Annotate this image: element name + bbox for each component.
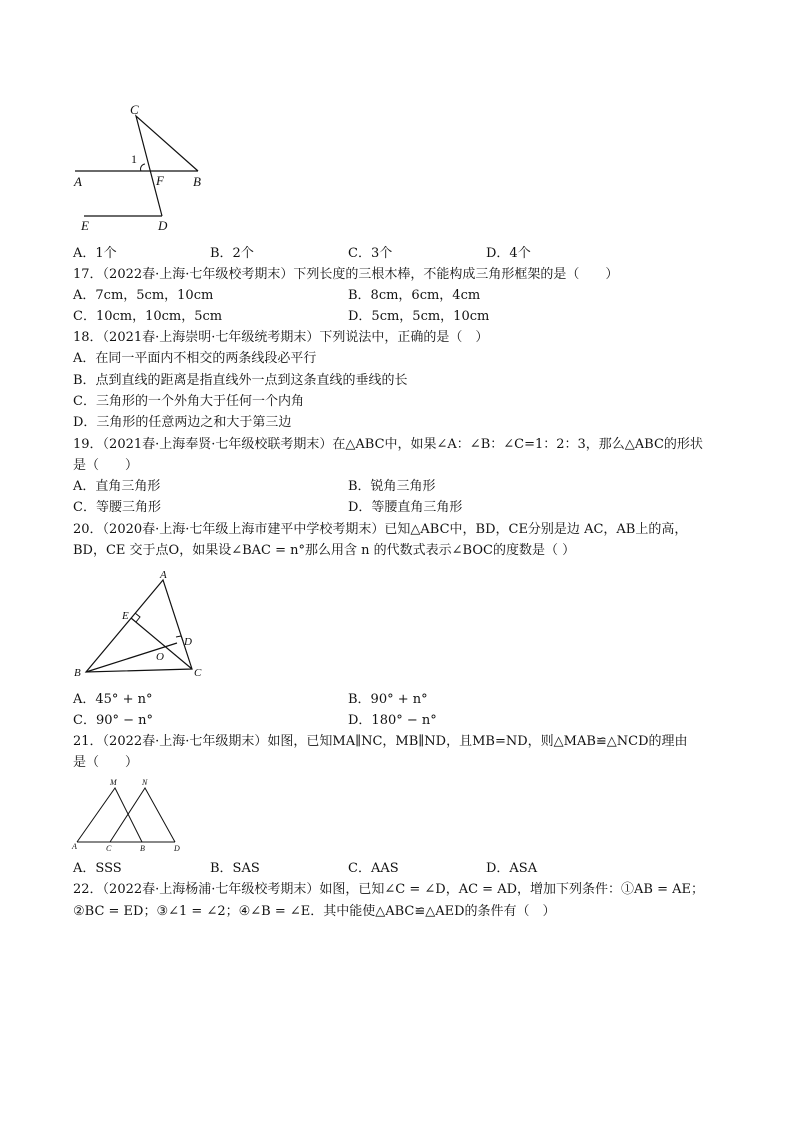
- q19-option-c: C．等腰三角形: [73, 500, 161, 515]
- label-c: C: [130, 102, 139, 117]
- q18-option-d: D．三角形的任意两边之和大于第三边: [73, 415, 292, 430]
- q19-option-a: A．直角三角形: [73, 479, 161, 494]
- label-1: 1: [131, 152, 137, 166]
- label-d: D: [174, 844, 180, 853]
- q22-stem-line2: ②BC = ED；③∠1 = ∠2；④∠B = ∠E．其中能使△ABC≌△AED的条件有（ ）: [73, 904, 556, 919]
- q17-option-a: A．7cm，5cm，10cm: [73, 288, 214, 303]
- q21-figure: [70, 776, 190, 854]
- label-c: C: [194, 667, 202, 679]
- q18-option-a: A．在同一平面内不相交的两条线段必平行: [73, 351, 317, 366]
- q20-option-a: A．45° + n°: [73, 692, 153, 707]
- label-a: A: [72, 842, 77, 851]
- label-d: D: [158, 218, 168, 233]
- label-m: M: [110, 778, 117, 787]
- q20-option-d: D．180° − n°: [348, 713, 437, 728]
- q21-option-b: B．SAS: [210, 861, 260, 876]
- q21-option-c: C．AAS: [348, 861, 399, 876]
- triangle-cfb: [136, 116, 198, 216]
- triangle-ncd: [110, 788, 175, 842]
- right-angle-e: [135, 613, 140, 622]
- q21-stem-line2: 是（ ）: [73, 755, 139, 770]
- label-a: A: [160, 569, 167, 581]
- angle-1-arc: [141, 164, 145, 171]
- q18-stem: 18．（2021春·上海崇明·七年级统考期末）下列说法中，正确的是（ ）: [73, 330, 489, 345]
- label-o: O: [156, 651, 164, 663]
- label-b: B: [140, 844, 145, 853]
- q20-stem-line2: BD，CE 交于点O，如果设∠BAC = n°那么用含 n 的代数式表示∠BOC的度数是（ ）: [73, 543, 576, 558]
- label-f: F: [156, 173, 164, 188]
- q21-stem-line1: 21．（2022春·上海·七年级期末）如图，已知MA∥NC，MB∥ND，且MB=ND，则△MAB≌△NCD的理由: [73, 734, 688, 749]
- q20-stem-line1: 20．（2020春·上海·七年级上海市建平中学校考期末）已知△ABC中，BD，CE分别是边 AC，AB上的高，: [73, 522, 688, 537]
- q16-option-b: B．2个: [210, 246, 254, 261]
- q19-stem-line1: 19．（2021春·上海奉贤·七年级校联考期末）在△ABC中，如果∠A：∠B：∠C=1：2：3，那么△ABC的形状: [73, 437, 703, 452]
- q16-option-c: C．3个: [348, 246, 393, 261]
- q21-option-d: D．ASA: [486, 861, 538, 876]
- q18-option-c: C．三角形的一个外角大于任何一个内角: [73, 394, 304, 409]
- q21-option-a: A．SSS: [73, 861, 122, 876]
- q17-option-b: B．8cm，6cm，4cm: [348, 288, 481, 303]
- q16-option-a: A．1个: [73, 246, 117, 261]
- q16-option-d: D．4个: [486, 246, 531, 261]
- q20-figure: [70, 568, 220, 683]
- q17-stem: 17．（2022春·上海·七年级校考期末）下列长度的三根木棒，不能构成三角形框架的是（ ）: [73, 267, 619, 282]
- label-e: E: [122, 610, 129, 622]
- q22-stem-line1: 22．（2022春·上海杨浦·七年级校考期末）如图，已知∠C = ∠D，AC = AD，增加下列条件：①AB = AE；: [73, 882, 704, 897]
- label-a: A: [74, 174, 82, 189]
- q20-option-c: C．90° − n°: [73, 713, 154, 728]
- q16-figure: [70, 100, 220, 240]
- label-d: D: [184, 636, 192, 648]
- label-e: E: [81, 218, 89, 233]
- q17-option-c: C．10cm，10cm，5cm: [73, 309, 223, 324]
- q18-option-b: B．点到直线的距离是指直线外一点到这条直线的垂线的长: [73, 373, 408, 388]
- q19-option-b: B．锐角三角形: [348, 479, 436, 494]
- q19-stem-line2: 是（ ）: [73, 458, 139, 473]
- label-b: B: [193, 174, 201, 189]
- triangle-abc: [86, 580, 192, 672]
- label-b: B: [74, 667, 81, 679]
- q19-option-d: D．等腰直角三角形: [348, 500, 463, 515]
- label-c: C: [106, 844, 112, 853]
- q20-option-b: B．90° + n°: [348, 692, 428, 707]
- q17-option-d: D．5cm，5cm，10cm: [348, 309, 490, 324]
- label-n: N: [142, 778, 148, 787]
- triangle-mab: [77, 788, 142, 842]
